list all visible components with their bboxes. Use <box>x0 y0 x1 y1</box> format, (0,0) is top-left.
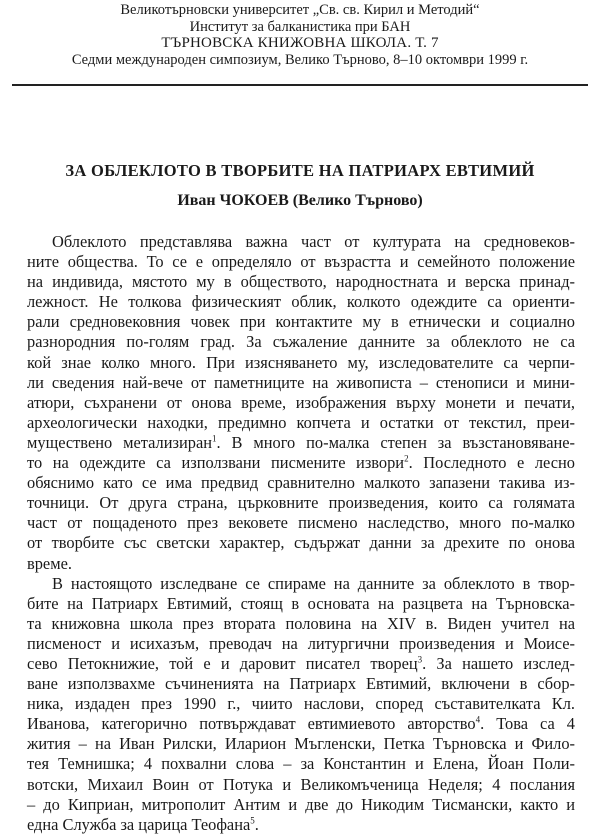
footnote-ref-2[interactable]: 2 <box>404 453 409 464</box>
body-line: ните общества. То се е определяло от възрастта и семейното положение <box>27 252 575 272</box>
body-text-run: сево Петокнижие, той е и даровит писател творец <box>27 653 418 673</box>
body-line: атюри, съхранени от онова време, изображения върху монети и печати, <box>27 392 575 412</box>
footnote-ref-1[interactable]: 1 <box>212 433 217 444</box>
body-text-run: то на одеждите са използвани писмените извори <box>27 453 405 473</box>
body-line <box>27 453 575 473</box>
body-line: рали средновековния човек при контактите му в етнически и социално <box>27 312 575 332</box>
body-line: ника, издаден през 1990 г., чиито наслови, според съставителката Кл. <box>27 694 575 714</box>
footnote-ref-5[interactable]: 5 <box>250 815 255 826</box>
body-line: та книжовна школа през втората половина на XIV в. Виден учител на <box>27 613 575 633</box>
publication-header <box>12 2 588 68</box>
body-line: на индивида, мястото му в обществото, народностната и верска принад- <box>27 272 575 292</box>
body-line: вотски, Михаил Воин от Потука и Великомъченица Неделя; 4 послания <box>27 774 575 794</box>
body-line: жития – на Иван Рилски, Иларион Мъгленски, Петка Търновска и Фило- <box>27 734 575 754</box>
body-line: част от пощаденото през вековете писмено наследство, много по-малко <box>27 513 575 533</box>
body-line: от творбите със светски характер, съдържат данни за дрехите по онова <box>27 533 575 553</box>
body-text-run: . За нашето изслед- <box>422 653 575 673</box>
body-text-run: една Служба за царица Теофана <box>27 814 251 834</box>
body-text-run: . <box>254 814 259 834</box>
body-text-run: . Последното е лесно <box>408 453 575 473</box>
header-university: Великотърновски университет „Св. св. Кирил и Методий“ <box>120 2 480 18</box>
body-text-run: . В много по-малка степен за възстановяване- <box>216 432 575 452</box>
body-text-run: муществено метализиран <box>27 432 212 452</box>
body-line: ли сведения най-вече от паметниците на живописта – стенописи и мини- <box>27 372 575 392</box>
body-line: обяснимо като се има предвид сравнително малкото запазени такива из- <box>27 473 575 493</box>
body-line: В настоящото изследване се спираме на данните за облеклото в твор- <box>52 573 575 593</box>
body-line <box>27 433 575 453</box>
body-line: кой знае колко много. При изясняването му, изследователите са черпи- <box>27 352 575 372</box>
body-line: Облеклото представлява важна част от културата на средновеков- <box>52 232 575 251</box>
article-title: ЗА ОБЛЕКЛОТО В ТВОРБИТЕ НА ПАТРИАРХ ЕВТИМИЙ <box>65 161 535 180</box>
header-institute: Институт за балканистика при БАН <box>189 18 411 35</box>
body-line: разнородния по-голям град. За съжаление данните за облеклото не са <box>27 332 575 352</box>
body-line: тея Темнишка; 4 похвални слова – за Константин и Елена, Йоан Поли- <box>27 754 575 774</box>
footnote-ref-4[interactable]: 4 <box>475 714 481 725</box>
header-symposium: Седми международен симпозиум, Велико Търново, 8–10 октомври 1999 г. <box>71 51 529 68</box>
body-line: лежност. Не толкова физическият облик, колкото одеждите са ориенти- <box>27 292 575 312</box>
body-line <box>27 714 575 734</box>
body-line: археологически находки, предимно копчета и остатки от текстил, преи- <box>27 412 575 432</box>
header-series-title: ТЪРНОВСКА КНИЖОВНА ШКОЛА. Т. 7 <box>161 35 439 51</box>
article-author: Иван ЧОКОЕВ (Велико Търново) <box>177 192 423 209</box>
body-line: ване използвахме съчиненията на Патриарх Евтимий, включени в сбор- <box>27 674 575 694</box>
footnote-ref-3[interactable]: 3 <box>417 654 423 665</box>
body-text-run: Иванова, категорично потвърждават евтимиевото авторство <box>27 714 476 734</box>
body-line <box>27 815 575 835</box>
body-line: писменост и исихазъм, преводач на литургични произведения и Моисе- <box>27 633 575 653</box>
header-divider <box>12 84 588 86</box>
body-line: точници. От друга страна, църковните произведения, които са голямата <box>27 493 575 513</box>
article-body <box>27 232 575 835</box>
body-line: бите на Патриарх Евтимий, стоящ в основата на разцвета на Търновска- <box>27 593 575 613</box>
body-line: време. <box>27 553 72 573</box>
body-text-run: . Това са 4 <box>480 714 575 734</box>
body-line <box>27 654 575 674</box>
body-line: – до Киприан, митрополит Антим и две до Никодим Тисмански, както и <box>27 794 575 814</box>
